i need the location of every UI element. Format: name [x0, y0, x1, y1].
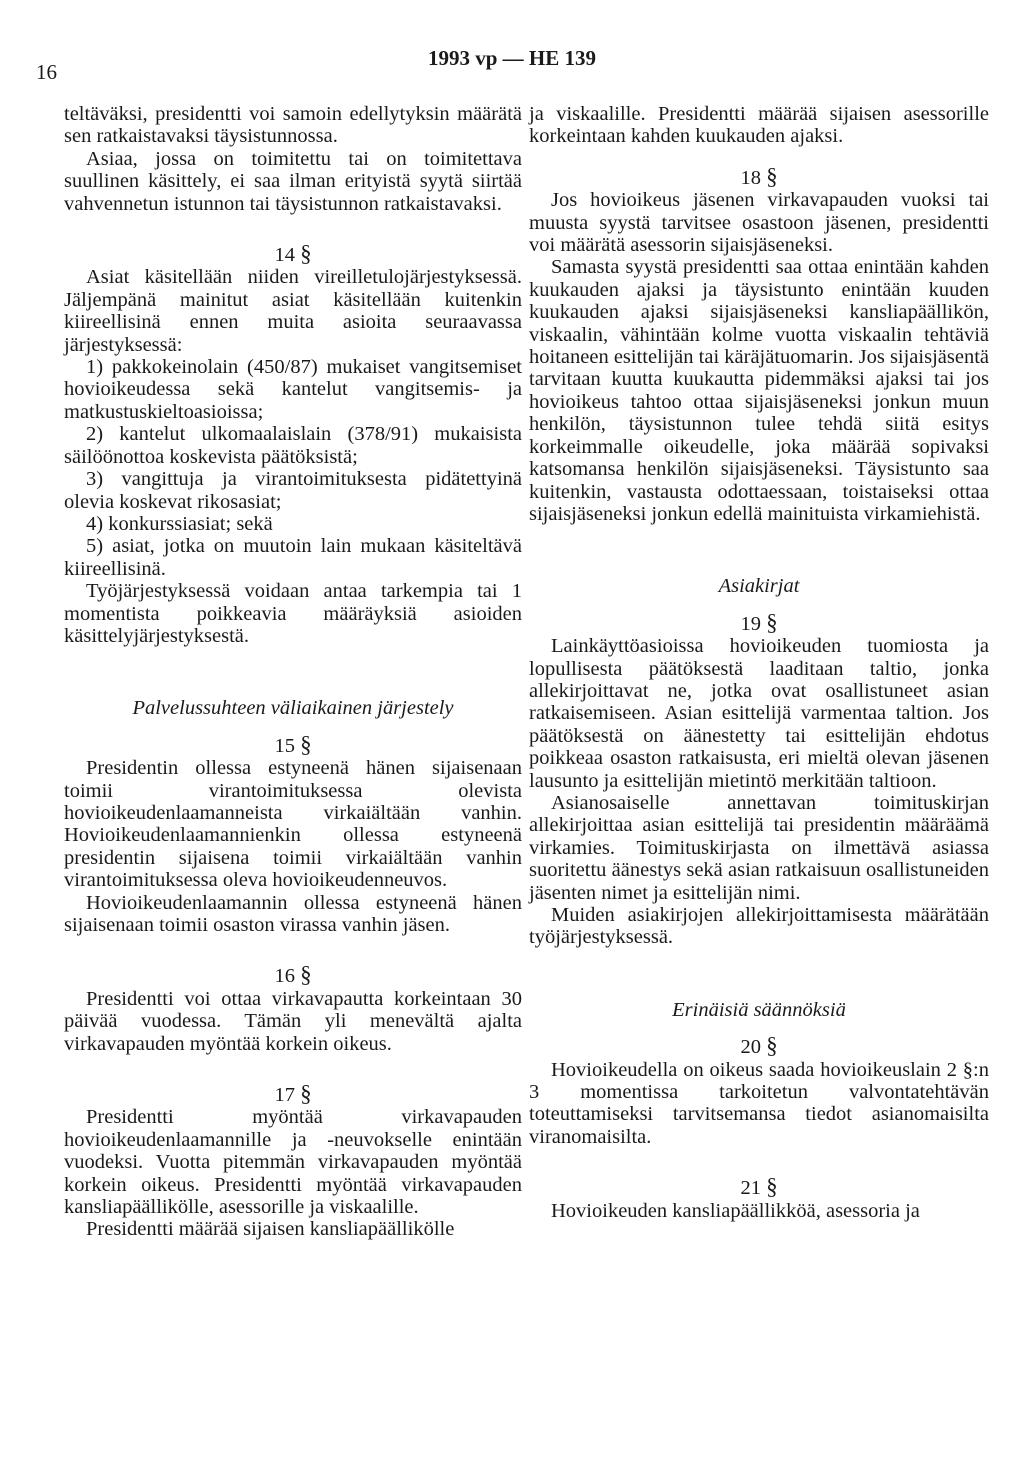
section-heading-20	[529, 1035, 989, 1058]
section-18-paragraph-1: Jos hovioikeus jäsenen virkavapauden vuoksi tai muusta syystä tarvitsee osastoon jäsenen, presidentti voi määrätä asessorin sijaisjäseneksi.	[529, 189, 989, 257]
section-sign: §	[300, 962, 312, 988]
section-16-paragraph-1: Presidentti voi ottaa virkavapautta korkeintaan 30 päivää vuodessa. Tämän yli menevältä ajalta virkavapauden myöntää korkein oikeus.	[64, 987, 522, 1055]
section-20-paragraph-1: Hovioikeudella on oikeus saada hovioikeuslain 2 §:n 3 momentissa tarkoitetun valvontatehtävän toteuttamiseksi tarvitsemansa tiedot asianomaisilta viranomaisilta.	[529, 1058, 989, 1148]
section-number: 14	[274, 244, 295, 267]
list-item: 2) kantelut ulkomaalaislain (378/91) mukaisista säilöönottoa koskevista päätöksistä;	[64, 423, 522, 468]
section-heading-21	[529, 1176, 989, 1199]
section-15-paragraph-2: Hovioikeudenlaamannin ollessa estyneenä hänen sijaisenaan toimii osaston virassa vanhin jäsen.	[64, 891, 522, 936]
section-number: 15	[274, 734, 295, 757]
section-sign: §	[300, 241, 312, 267]
chapter-heading-3: Erinäisiä säännöksiä	[672, 998, 846, 1021]
section-19-paragraph-1: Lainkäyttöasioissa hovioikeuden tuomiosta ja lopullisesta päätöksestä laaditaan taltio, jonka allekirjoittavat ne, jotka ovat osallistuneet asian ratkaisemiseen. Asian esittelijä varmentaa taltion. Jos päätöksestä on äänestetty tai esittelijän ehdotus poikkeaa osaston ratkaisusta, eri mieltä olevan jäsenen lausunto ja esittelijän mietintö merkitään taltioon.	[529, 635, 989, 792]
section-14-paragraph-2: Työjärjestyksessä voidaan antaa tarkempia tai 1 momentista poikkeavia määräyksiä asioiden käsittelyjärjestyksestä.	[64, 580, 522, 647]
left-paragraph: Asiaa, jossa on toimitettu tai on toimitettava suullinen käsittely, ei saa ilman erityistä syytä siirtää vahvennetun istunnon tai täysistunnon ratkaistavaksi.	[64, 147, 522, 215]
section-17-paragraph-1: Presidentti myöntää virkavapauden hovioikeudenlaamannille ja -neuvokselle enintään vuodeksi. Vuotta pitemmän virkavapauden myöntää korkein oikeus. Presidentti myöntää virkavapauden kansliapäällikölle, asessorille ja viskaalille.	[64, 1106, 522, 1219]
chapter-heading-2: Asiakirjat	[718, 575, 800, 598]
chapter-heading-1: Palvelussuhteen väliaikainen järjestely	[132, 697, 454, 720]
section-sign: §	[766, 163, 778, 189]
section-heading-18	[529, 163, 989, 189]
section-19-paragraph-2: Asianosaiselle annettavan toimituskirjan allekirjoittaa asian esittelijä tai presidentin määräämä virkamies. Toimituskirjasta on ilmettävä asiassa suoritettu äänestys sekä asian ratkaisuun osallistuneiden jäsenten nimet ja esittelijän nimi.	[529, 791, 989, 904]
section-number: 16	[274, 965, 295, 988]
right-column	[529, 103, 989, 1222]
section-heading-15	[64, 731, 522, 757]
section-heading-16	[64, 964, 522, 987]
section-19-paragraph-3: Muiden asiakirjojen allekirjoittamisesta määrätään työjärjestyksessä.	[529, 904, 989, 949]
section-heading-17	[64, 1083, 522, 1106]
section-14-paragraph-1: Asiat käsitellään niiden vireilletulojärjestyksessä. Jäljempänä mainitut asiat käsitellään kuitenkin kiireellisinä ennen muita asioita seuraavassa järjestyksessä:	[64, 266, 522, 356]
section-number: 19	[740, 612, 761, 635]
section-sign: §	[766, 1174, 778, 1200]
left-paragraph-continued: teltäväksi, presidentti voi samoin edellytyksin määrätä sen ratkaistavaksi täysistunnossa.	[64, 103, 522, 148]
section-15-paragraph-1: Presidentin ollessa estyneenä hänen sijaisenaan toimii virantoimituksessa olevista hovioikeudenlaamanneista virkaiältään vanhin. Hovioikeudenlaamannienkin ollessa estyneenä presidentin sijaisena toimii virkaiältään vanhin virantoimituksessa oleva hovioikeudenneuvos.	[64, 757, 522, 892]
list-item: 5) asiat, jotka on muutoin lain mukaan käsiteltävä kiireellisinä.	[64, 535, 522, 580]
section-heading-19	[529, 609, 989, 635]
section-number: 21	[740, 1177, 761, 1200]
running-head: 1993 vp — HE 139	[427, 46, 597, 70]
section-sign: §	[766, 609, 778, 635]
right-paragraph-continued: ja viskaalille. Presidentti määrää sijaisen asessorille korkeintaan kahden kuukauden ajaksi.	[529, 103, 989, 148]
section-number: 17	[274, 1084, 295, 1107]
left-column	[64, 103, 522, 1241]
section-sign: §	[766, 1033, 778, 1059]
section-heading-14	[64, 243, 522, 266]
section-18-paragraph-2: Samasta syystä presidentti saa ottaa enintään kahden kuukauden ajaksi ja täysistunto enintään kuuden kuukauden ajaksi sijaisjäseneksi kansliapäällikön, viskaalin, vähintään kolme vuotta viskaalin tehtäviä hoitaneen esittelijän tai käräjätuomarin. Jos sijaisjäsentä tarvitaan kuutta kuukautta pidemmäksi ajaksi tai jos hovioikeus tahtoo ottaa sijaisjäseneksi jonkun muun henkilön, täysistunnon tulee tehdä siitä esitys korkeimmalle oikeudelle, joka määrää sopivaksi katsomansa henkilön sijaisjäseneksi. Täysistunto saa kuitenkin, vastausta odottaessaan, toistaiseksi ottaa sijaisjäseneksi jonkun edellä mainituista virkamiehistä.	[529, 256, 989, 525]
section-17-paragraph-2: Presidentti määrää sijaisen kansliapäällikölle	[86, 1218, 455, 1241]
section-21-paragraph-1: Hovioikeuden kansliapäällikköä, asessoria ja	[551, 1199, 920, 1222]
section-sign: §	[300, 731, 312, 757]
section-number: 20	[740, 1036, 761, 1059]
section-number: 18	[740, 166, 761, 189]
section-sign: §	[300, 1081, 312, 1107]
list-item: 4) konkurssiasiat; sekä	[86, 512, 273, 535]
list-item: 1) pakkokeinolain (450/87) mukaiset vangitsemiset hovioikeudessa sekä kantelut vangitsemis- ja matkustuskieltoasioissa;	[64, 356, 522, 423]
page-number: 16	[36, 60, 57, 84]
list-item: 3) vangittuja ja virantoimituksesta pidätettyinä olevia koskevat rikosasiat;	[64, 468, 522, 513]
